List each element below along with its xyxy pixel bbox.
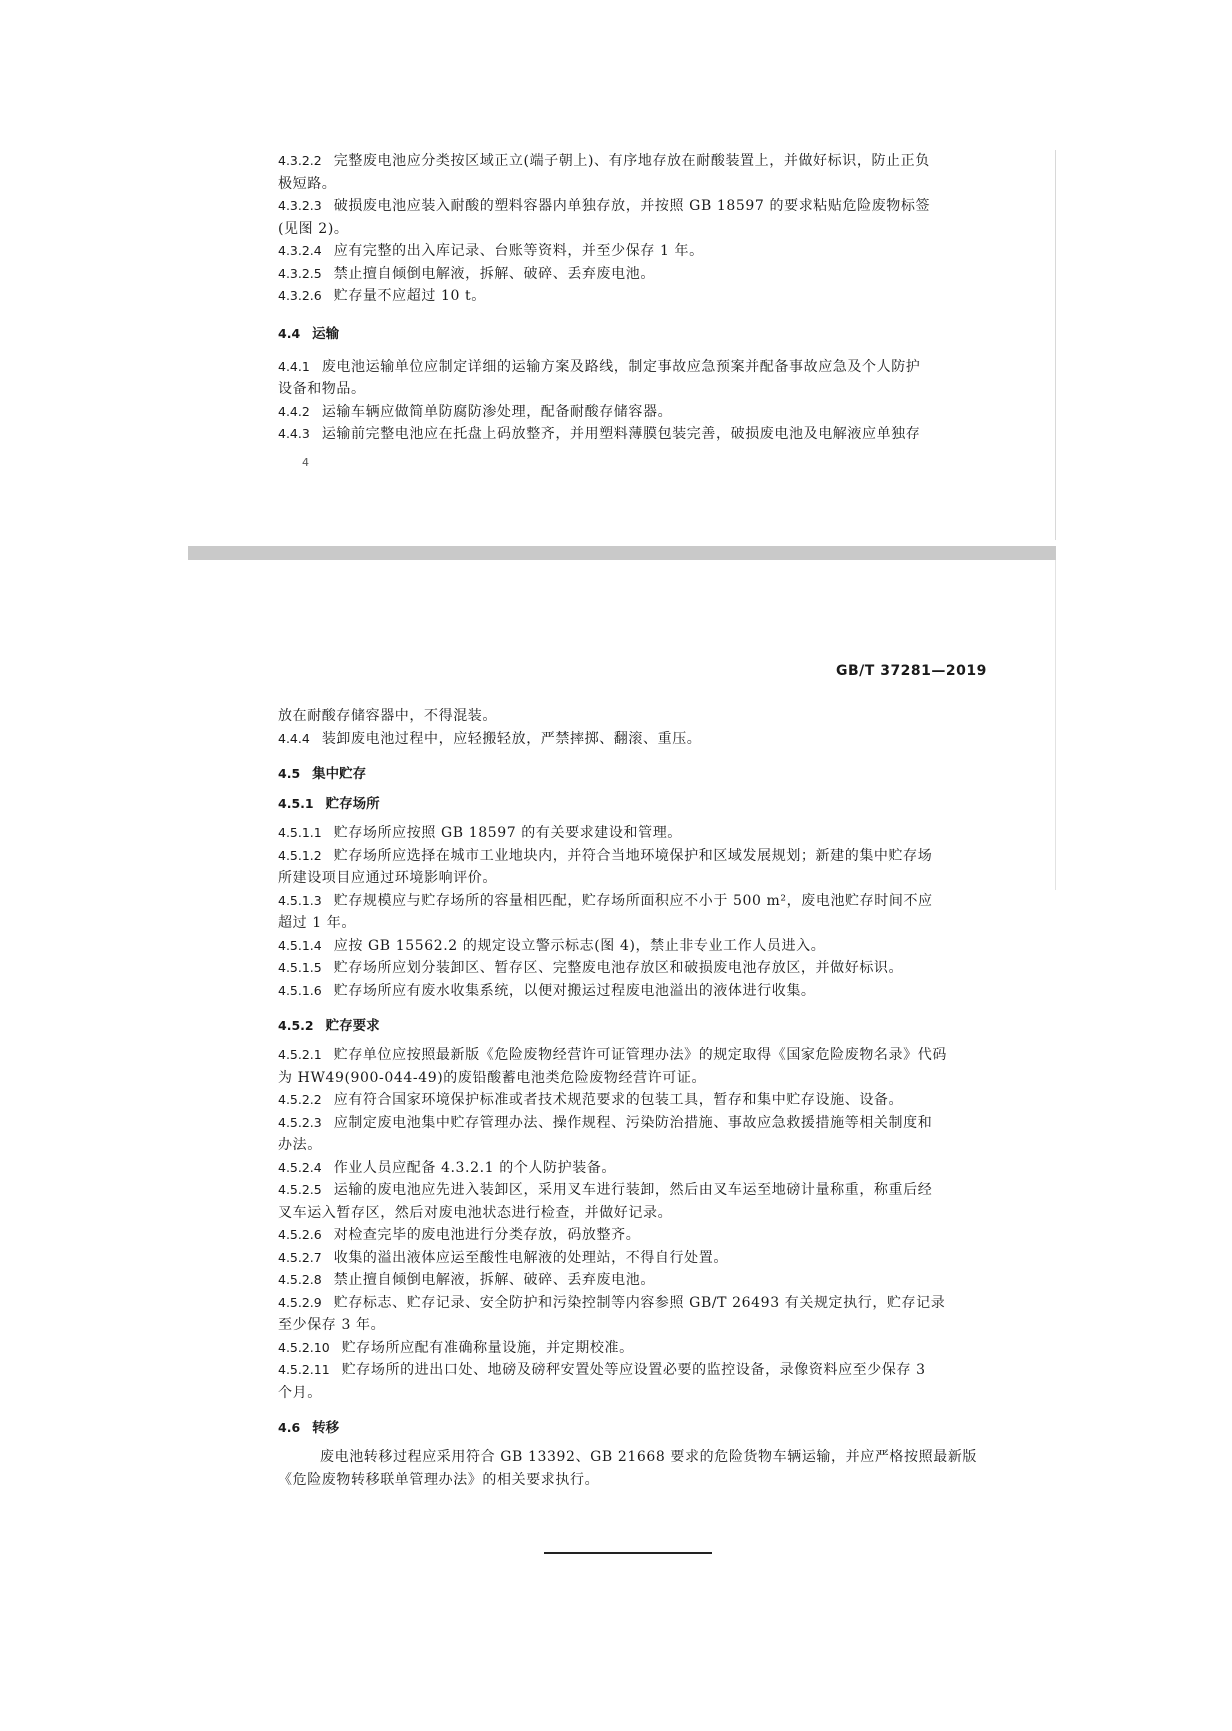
text-line (278, 845, 968, 868)
clause-text: 放在耐酸存储容器中，不得混装。 (278, 708, 497, 724)
clause-text: 《危险废物转移联单管理办法》的相关要求执行。 (278, 1471, 600, 1488)
text-line (278, 1359, 968, 1382)
page-edge (1055, 560, 1056, 890)
text-line (278, 1469, 968, 1492)
clause-number: 4.5.2.8 (278, 1272, 322, 1287)
clause-text: 极短路。 (278, 175, 337, 192)
clause-number: 4.5.1.2 (278, 847, 322, 863)
text-line (278, 1314, 968, 1337)
text-line (278, 263, 1058, 286)
clause-text: 个月。 (278, 1384, 322, 1401)
page-upper (278, 150, 1058, 446)
clause-text: 废电池转移过程应采用符合 GB 13392、GB 21668 要求的危险货物车辆运输，并应严格按照最新版 (320, 1449, 978, 1465)
clause-text: 应有完整的出入库记录、台账等资料，并至少保存 1 年。 (333, 243, 704, 259)
text-line (278, 957, 968, 980)
clause-text: 至少保存 3 年。 (278, 1317, 386, 1333)
clause-number: 4.5.2.4 (278, 1159, 322, 1175)
text-line (278, 401, 1058, 424)
text-line (278, 912, 968, 935)
clause-number: 4.5.2.1 (278, 1047, 322, 1062)
clause-number: 4.4.3 (278, 426, 310, 441)
clause-text: 破损废电池应装入耐酸的塑料容器内单独存放，并按照 GB 18597 的要求粘贴危险废物标签 (333, 198, 931, 214)
clause-text: 收集的溢出液体应运至酸性电解液的处理站，不得自行处置。 (333, 1249, 728, 1266)
section-heading: 4.6 转移 (278, 1420, 340, 1436)
text-line (278, 1337, 968, 1360)
text-line (278, 1224, 968, 1247)
clause-text: 贮存场所应配有准确称量设施，并定期校准。 (341, 1339, 634, 1356)
clause-text: 贮存场所应有废水收集系统，以便对搬运过程废电池溢出的液体进行收集。 (333, 982, 816, 999)
text-line (278, 1202, 968, 1225)
clause-number: 4.5.2.10 (278, 1339, 330, 1355)
clause-number: 4.5.1.5 (278, 960, 322, 975)
standard-code: GB/T 37281—2019 (836, 663, 987, 679)
text-line (278, 1446, 978, 1469)
page-lower (278, 705, 978, 1491)
text-line (278, 173, 1058, 196)
clause-text: 贮存场所的进出口处、地磅及磅秤安置处等应设置必要的监控设备，录像资料应至少保存 3 (341, 1362, 926, 1378)
clause-text: 设备和物品。 (278, 381, 366, 397)
text-line (278, 1067, 968, 1090)
text-line (278, 867, 968, 890)
clause-text: 超过 1 年。 (278, 915, 357, 931)
clause-number: 4.3.2.5 (278, 265, 322, 281)
text-line (278, 378, 1058, 401)
section-heading: 4.4 运输 (278, 325, 340, 342)
clause-number: 4.3.2.3 (278, 198, 322, 213)
text-line (278, 240, 1058, 263)
text-line (278, 150, 1058, 173)
text-line (278, 705, 968, 728)
clause-number: 4.4.2 (278, 403, 310, 419)
clause-text: 运输的废电池应先进入装卸区，采用叉车进行装卸，然后由叉车运至地磅计量称重，称重后经 (333, 1182, 933, 1198)
subsection-heading: 4.5.2 贮存要求 (278, 1018, 380, 1034)
clause-text: 禁止擅自倾倒电解液，拆解、破碎、丢弃废电池。 (333, 265, 655, 282)
text-line (278, 423, 1058, 446)
clause-number: 4.4.1 (278, 358, 310, 374)
clause-text: 应有符合国家环境保护标准或者技术规范要求的包装工具，暂存和集中贮存设施、设备。 (333, 1092, 904, 1108)
clause-text: 贮存量不应超过 10 t。 (333, 288, 486, 304)
clause-text: 运输车辆应做简单防腐防渗处理，配备耐酸存储容器。 (321, 403, 673, 420)
clause-text: 作业人员应配备 4.3.2.1 的个人防护装备。 (333, 1159, 617, 1176)
text-line (278, 1382, 968, 1405)
clause-text: 对检查完毕的废电池进行分类存放，码放整齐。 (333, 1227, 641, 1243)
text-line (278, 1179, 968, 1202)
clause-text: 办法。 (278, 1137, 322, 1153)
clause-text: 贮存规模应与贮存场所的容量相匹配，贮存场所面积应不小于 500 m²，废电池贮存时间不应 (333, 892, 933, 909)
clause-text: 完整废电池应分类按区域正立(端子朝上)、有序地存放在耐酸装置上，并做好标识，防止正负 (333, 153, 930, 169)
clause-number: 4.5.1.4 (278, 937, 322, 953)
clause-number: 4.3.2.4 (278, 243, 322, 258)
clause-text: 贮存标志、贮存记录、安全防护和污染控制等内容参照 GB/T 26493 有关规定执行，贮存记录 (333, 1294, 946, 1311)
text-line (278, 1157, 968, 1180)
text-line (278, 285, 1058, 308)
clause-text: 装卸废电池过程中，应轻搬轻放，严禁摔掷、翻滚、重压。 (321, 730, 702, 747)
clause-number: 4.5.2.11 (278, 1362, 330, 1377)
clause-number: 4.5.2.5 (278, 1182, 322, 1197)
clause-number: 4.3.2.2 (278, 153, 322, 168)
clause-text: 废电池运输单位应制定详细的运输方案及路线，制定事故应急预案并配备事故应急及个人防护 (321, 358, 921, 375)
clause-text: 运输前完整电池应在托盘上码放整齐，并用塑料薄膜包装完善，破损废电池及电解液应单独存 (321, 426, 921, 442)
text-line (278, 728, 968, 751)
clause-text: 禁止擅自倾倒电解液，拆解、破碎、丢弃废电池。 (333, 1272, 655, 1288)
text-line (278, 1044, 968, 1067)
text-line (278, 1269, 968, 1292)
clause-text: 叉车运入暂存区，然后对废电池状态进行检查，并做好记录。 (278, 1204, 673, 1221)
clause-number: 4.5.1.1 (278, 825, 322, 840)
text-line (278, 822, 968, 845)
clause-text: 贮存单位应按照最新版《危险废物经营许可证管理办法》的规定取得《国家危险废物名录》代码 (333, 1047, 947, 1063)
clause-number: 4.5.2.6 (278, 1227, 322, 1242)
clause-number: 4.5.2.3 (278, 1114, 322, 1130)
text-line (278, 1089, 968, 1112)
clause-number: 4.5.1.3 (278, 892, 322, 908)
text-line (278, 218, 1058, 241)
clause-number: 4.3.2.6 (278, 288, 322, 303)
text-line (278, 935, 968, 958)
text-line (278, 195, 1058, 218)
clause-number: 4.5.1.6 (278, 982, 322, 998)
text-line (278, 890, 968, 913)
text-line (278, 1112, 968, 1135)
clause-text: 所建设项目应通过环境影响评价。 (278, 870, 497, 886)
text-line (278, 356, 1058, 379)
clause-text: (见图 2)。 (278, 220, 349, 237)
text-line (278, 1292, 968, 1315)
clause-text: 应制定废电池集中贮存管理办法、操作规程、污染防治措施、事故应急救援措施等相关制度和 (333, 1114, 933, 1131)
clause-text: 为 HW49(900-044-49)的废铅酸蓄电池类危险废物经营许可证。 (278, 1069, 707, 1086)
page-number: 4 (302, 456, 309, 469)
clause-number: 4.5.2.2 (278, 1092, 322, 1107)
subsection-heading: 4.5.1 贮存场所 (278, 796, 380, 812)
clause-number: 4.4.4 (278, 730, 310, 746)
text-line (278, 980, 968, 1003)
clause-number: 4.5.2.7 (278, 1249, 322, 1265)
clause-text: 贮存场所应选择在城市工业地块内，并符合当地环境保护和区域发展规划；新建的集中贮存场 (333, 847, 933, 864)
clause-number: 4.5.2.9 (278, 1294, 322, 1310)
text-line (278, 1134, 968, 1157)
clause-text: 应按 GB 15562.2 的规定设立警示标志(图 4)，禁止非专业工作人员进入。 (333, 937, 826, 954)
end-rule (544, 1552, 712, 1554)
clause-text: 贮存场所应按照 GB 18597 的有关要求建设和管理。 (333, 825, 682, 841)
text-line (278, 1247, 968, 1270)
section-heading: 4.5 集中贮存 (278, 766, 367, 782)
clause-text: 贮存场所应划分装卸区、暂存区、完整废电池存放区和破损废电池存放区，并做好标识。 (333, 960, 904, 976)
page-separator (188, 546, 1056, 560)
